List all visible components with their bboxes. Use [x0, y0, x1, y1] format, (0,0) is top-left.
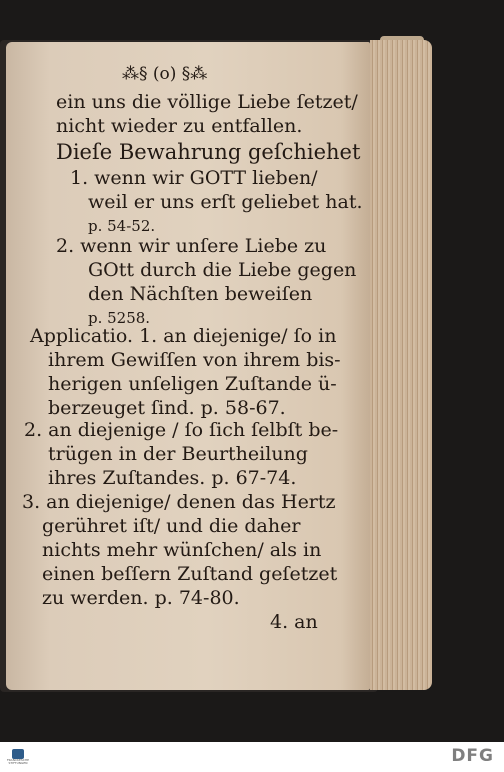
dfg-logo: DFG — [451, 746, 494, 766]
text-line: 3. an diejenige/ denen das Hertz — [22, 491, 336, 513]
text-line: gerühret iſt/ und die daher — [42, 515, 301, 537]
text-line: p. 54-52. — [88, 217, 156, 235]
viewer-footer — [0, 742, 504, 772]
logo-text: FRANCKESCHE STIFTUNGEN — [6, 758, 30, 765]
text-line: trügen in der Beurtheilung — [48, 443, 308, 465]
text-line: weil er uns erſt geliebet hat. — [88, 191, 363, 213]
text-line: berzeuget ſind. p. 58-67. — [48, 397, 286, 419]
text-line: 1. wenn wir GOTT lieben/ — [70, 167, 318, 189]
catchword: 4. an — [270, 611, 318, 633]
text-line: Applicatio. 1. an diejenige/ ſo in — [30, 325, 337, 347]
institution-logo — [5, 744, 31, 770]
text-line: Dieſe Bewahrung geſchiehet — [56, 140, 361, 164]
text-line: ein uns die völlige Liebe ſetzet/ — [56, 91, 358, 113]
page-header: ⁂§ (o) §⁂ — [122, 64, 208, 84]
text-line: ihres Zuſtandes. p. 67-74. — [48, 467, 297, 489]
page-edges — [370, 40, 432, 690]
text-line: nicht wieder zu entfallen. — [56, 115, 303, 137]
text-line: ihrem Gewiſſen von ihrem bis- — [48, 349, 341, 371]
text-line: p. 5258. — [88, 309, 151, 327]
text-line: einen beſſern Zuſtand geſetzet — [42, 563, 338, 585]
text-line: zu werden. p. 74-80. — [42, 587, 240, 609]
text-line: nichts mehr wünſchen/ als in — [42, 539, 322, 561]
text-line: GOtt durch die Liebe gegen — [88, 259, 357, 281]
text-line: den Nächſten beweiſen — [88, 283, 313, 305]
text-line: 2. wenn wir unſere Liebe zu — [56, 235, 327, 257]
text-line: herigen unſeligen Zuſtande ü- — [48, 373, 337, 395]
text-line: 2. an diejenige / ſo ſich ſelbſt be- — [24, 419, 339, 441]
